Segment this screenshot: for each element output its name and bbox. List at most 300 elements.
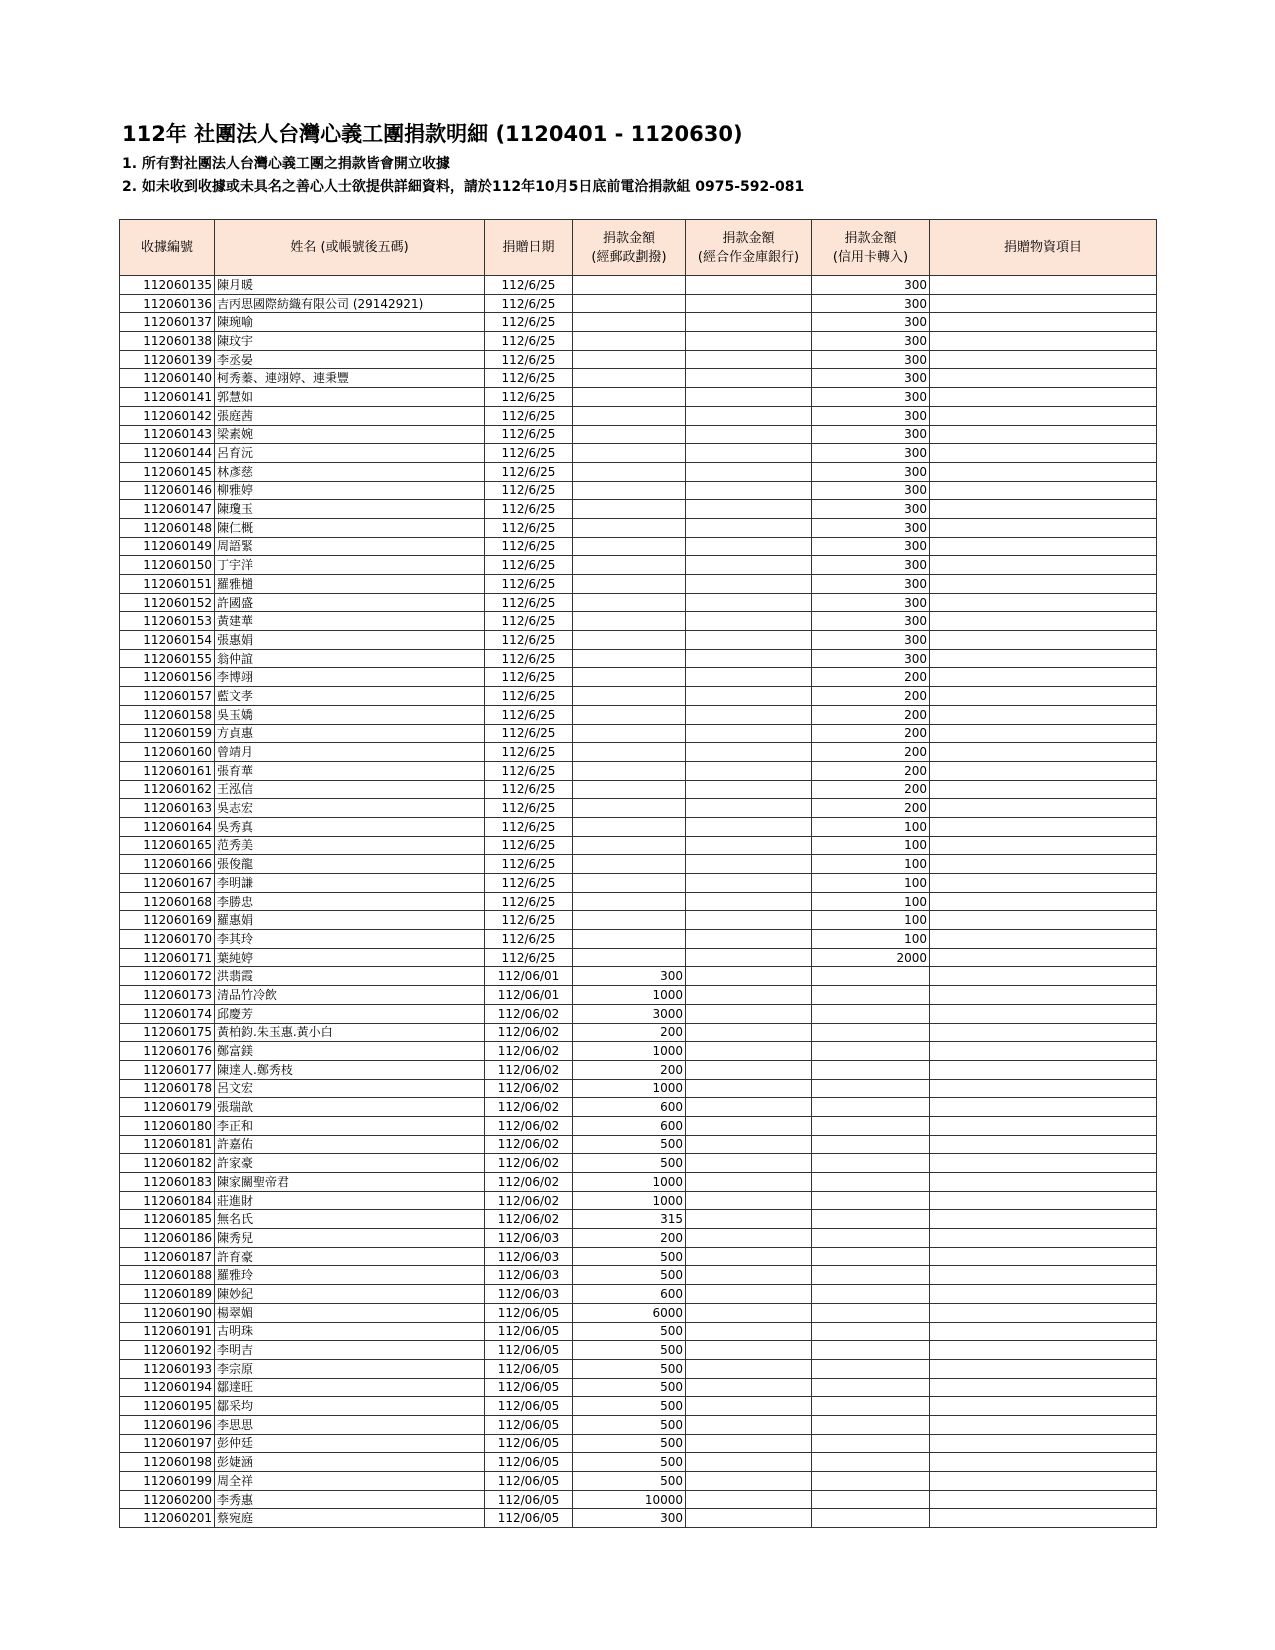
cell-receipt-no: 112060166	[120, 855, 215, 874]
cell-goods	[930, 1322, 1157, 1341]
cell-name: 鄭富鎂	[215, 1042, 485, 1061]
cell-receipt-no: 112060177	[120, 1060, 215, 1079]
cell-amount-postal	[573, 332, 686, 351]
cell-name: 許嘉佑	[215, 1135, 485, 1154]
cell-amount-credit-card	[812, 1285, 930, 1304]
cell-date: 112/06/05	[485, 1472, 573, 1491]
cell-receipt-no: 112060186	[120, 1229, 215, 1248]
cell-amount-credit-card: 300	[812, 425, 930, 444]
table-row	[120, 799, 1157, 818]
cell-name: 吳秀真	[215, 817, 485, 836]
cell-amount-credit-card	[812, 1023, 930, 1042]
cell-amount-bank	[686, 1060, 812, 1079]
cell-receipt-no: 112060180	[120, 1116, 215, 1135]
cell-amount-credit-card: 300	[812, 556, 930, 575]
cell-receipt-no: 112060176	[120, 1042, 215, 1061]
cell-amount-bank	[686, 1322, 812, 1341]
cell-amount-credit-card: 300	[812, 481, 930, 500]
cell-date: 112/6/25	[485, 874, 573, 893]
cell-amount-credit-card	[812, 1247, 930, 1266]
cell-amount-credit-card: 300	[812, 631, 930, 650]
cell-amount-bank	[686, 1004, 812, 1023]
cell-amount-credit-card	[812, 1359, 930, 1378]
cell-receipt-no: 112060178	[120, 1079, 215, 1098]
table-row	[120, 705, 1157, 724]
cell-receipt-no: 112060148	[120, 518, 215, 537]
table-row	[120, 332, 1157, 351]
cell-amount-credit-card: 300	[812, 444, 930, 463]
table-row	[120, 350, 1157, 369]
cell-name: 方貞惠	[215, 724, 485, 743]
cell-goods	[930, 444, 1157, 463]
cell-receipt-no: 112060194	[120, 1378, 215, 1397]
cell-date: 112/6/25	[485, 276, 573, 295]
cell-goods	[930, 1509, 1157, 1528]
table-row	[120, 1042, 1157, 1061]
cell-amount-postal	[573, 518, 686, 537]
cell-amount-bank	[686, 724, 812, 743]
cell-amount-credit-card: 200	[812, 705, 930, 724]
cell-receipt-no: 112060175	[120, 1023, 215, 1042]
cell-name: 許國盛	[215, 593, 485, 612]
cell-date: 112/06/02	[485, 1098, 573, 1117]
cell-name: 黃建華	[215, 612, 485, 631]
cell-name: 李丞晏	[215, 350, 485, 369]
cell-date: 112/6/25	[485, 743, 573, 762]
table-row	[120, 1509, 1157, 1528]
cell-amount-bank	[686, 668, 812, 687]
table-row	[120, 1472, 1157, 1491]
cell-receipt-no: 112060137	[120, 313, 215, 332]
table-row	[120, 1378, 1157, 1397]
cell-name: 陳達人.鄭秀枝	[215, 1060, 485, 1079]
cell-amount-postal	[573, 892, 686, 911]
header-name: 姓名 (或帳號後五碼)	[215, 220, 485, 276]
cell-amount-postal	[573, 780, 686, 799]
cell-name: 張育華	[215, 761, 485, 780]
cell-amount-bank	[686, 780, 812, 799]
header-amount-postal: 捐款金額 (經郵政劃撥)	[573, 220, 686, 276]
cell-amount-credit-card: 200	[812, 780, 930, 799]
cell-date: 112/6/25	[485, 612, 573, 631]
cell-amount-bank	[686, 892, 812, 911]
cell-amount-credit-card: 200	[812, 799, 930, 818]
cell-amount-bank	[686, 986, 812, 1005]
cell-amount-postal	[573, 462, 686, 481]
cell-goods	[930, 705, 1157, 724]
cell-amount-credit-card: 100	[812, 930, 930, 949]
cell-date: 112/06/05	[485, 1397, 573, 1416]
cell-goods	[930, 986, 1157, 1005]
cell-amount-bank	[686, 1378, 812, 1397]
cell-receipt-no: 112060161	[120, 761, 215, 780]
cell-date: 112/6/25	[485, 518, 573, 537]
cell-amount-credit-card	[812, 1378, 930, 1397]
cell-amount-postal	[573, 911, 686, 930]
cell-date: 112/06/02	[485, 1004, 573, 1023]
cell-amount-credit-card: 300	[812, 649, 930, 668]
cell-amount-bank	[686, 948, 812, 967]
cell-amount-bank	[686, 313, 812, 332]
cell-date: 112/06/03	[485, 1285, 573, 1304]
cell-date: 112/6/25	[485, 761, 573, 780]
cell-amount-bank	[686, 761, 812, 780]
cell-name: 張俊龍	[215, 855, 485, 874]
cell-amount-postal: 500	[573, 1472, 686, 1491]
cell-goods	[930, 1378, 1157, 1397]
cell-date: 112/06/02	[485, 1060, 573, 1079]
table-row	[120, 948, 1157, 967]
cell-receipt-no: 112060190	[120, 1303, 215, 1322]
cell-receipt-no: 112060201	[120, 1509, 215, 1528]
cell-goods	[930, 1341, 1157, 1360]
cell-receipt-no: 112060139	[120, 350, 215, 369]
cell-amount-bank	[686, 575, 812, 594]
cell-amount-postal: 6000	[573, 1303, 686, 1322]
table-row	[120, 631, 1157, 650]
cell-receipt-no: 112060195	[120, 1397, 215, 1416]
cell-receipt-no: 112060136	[120, 294, 215, 313]
cell-amount-postal	[573, 575, 686, 594]
header-date: 捐贈日期	[485, 220, 573, 276]
table-body	[120, 276, 1157, 1528]
cell-amount-credit-card: 100	[812, 836, 930, 855]
cell-goods	[930, 537, 1157, 556]
table-row	[120, 593, 1157, 612]
cell-name: 曾靖月	[215, 743, 485, 762]
cell-amount-bank	[686, 350, 812, 369]
cell-amount-bank	[686, 481, 812, 500]
cell-goods	[930, 1173, 1157, 1192]
cell-receipt-no: 112060199	[120, 1472, 215, 1491]
cell-date: 112/06/05	[485, 1509, 573, 1528]
cell-goods	[930, 276, 1157, 295]
cell-amount-postal: 200	[573, 1229, 686, 1248]
cell-amount-bank	[686, 705, 812, 724]
table-row	[120, 406, 1157, 425]
cell-date: 112/06/05	[485, 1303, 573, 1322]
cell-amount-bank	[686, 1341, 812, 1360]
cell-name: 楊翠媚	[215, 1303, 485, 1322]
cell-name: 張瑞歆	[215, 1098, 485, 1117]
cell-amount-bank	[686, 1079, 812, 1098]
cell-amount-credit-card	[812, 1079, 930, 1098]
table-row	[120, 986, 1157, 1005]
table-row	[120, 874, 1157, 893]
table-row	[120, 1341, 1157, 1360]
cell-date: 112/6/25	[485, 892, 573, 911]
table-row	[120, 855, 1157, 874]
cell-amount-bank	[686, 1303, 812, 1322]
cell-amount-postal	[573, 425, 686, 444]
cell-goods	[930, 631, 1157, 650]
cell-amount-credit-card	[812, 967, 930, 986]
cell-date: 112/06/05	[485, 1434, 573, 1453]
cell-goods	[930, 1285, 1157, 1304]
cell-goods	[930, 930, 1157, 949]
cell-goods	[930, 1042, 1157, 1061]
cell-name: 邱慶芳	[215, 1004, 485, 1023]
cell-receipt-no: 112060183	[120, 1173, 215, 1192]
cell-receipt-no: 112060170	[120, 930, 215, 949]
cell-date: 112/06/05	[485, 1322, 573, 1341]
cell-amount-bank	[686, 425, 812, 444]
table-row	[120, 1079, 1157, 1098]
table-row	[120, 967, 1157, 986]
cell-amount-bank	[686, 1434, 812, 1453]
cell-amount-bank	[686, 612, 812, 631]
cell-amount-postal	[573, 799, 686, 818]
cell-goods	[930, 743, 1157, 762]
cell-amount-postal	[573, 537, 686, 556]
table-row	[120, 556, 1157, 575]
cell-amount-postal	[573, 556, 686, 575]
cell-date: 112/6/25	[485, 780, 573, 799]
cell-date: 112/06/05	[485, 1490, 573, 1509]
cell-date: 112/6/25	[485, 631, 573, 650]
cell-amount-credit-card: 300	[812, 350, 930, 369]
cell-name: 梁素婉	[215, 425, 485, 444]
cell-name: 許育豪	[215, 1247, 485, 1266]
cell-amount-postal: 500	[573, 1135, 686, 1154]
cell-name: 丁宇洋	[215, 556, 485, 575]
cell-amount-credit-card	[812, 1173, 930, 1192]
cell-receipt-no: 112060167	[120, 874, 215, 893]
cell-name: 李博翊	[215, 668, 485, 687]
cell-goods	[930, 388, 1157, 407]
cell-date: 112/06/03	[485, 1266, 573, 1285]
cell-amount-postal: 500	[573, 1359, 686, 1378]
cell-name: 翁仲誼	[215, 649, 485, 668]
cell-date: 112/06/05	[485, 1341, 573, 1360]
cell-amount-postal	[573, 612, 686, 631]
cell-amount-postal: 500	[573, 1341, 686, 1360]
cell-amount-postal: 500	[573, 1154, 686, 1173]
cell-receipt-no: 112060174	[120, 1004, 215, 1023]
cell-amount-credit-card: 200	[812, 687, 930, 706]
cell-amount-postal: 1000	[573, 1042, 686, 1061]
cell-amount-postal	[573, 294, 686, 313]
cell-name: 李明吉	[215, 1341, 485, 1360]
cell-amount-credit-card: 200	[812, 743, 930, 762]
table-row	[120, 1285, 1157, 1304]
cell-name: 藍文孝	[215, 687, 485, 706]
cell-name: 周全祥	[215, 1472, 485, 1491]
cell-amount-postal: 600	[573, 1116, 686, 1135]
cell-date: 112/6/25	[485, 911, 573, 930]
cell-receipt-no: 112060153	[120, 612, 215, 631]
cell-goods	[930, 481, 1157, 500]
cell-amount-credit-card	[812, 1098, 930, 1117]
cell-amount-postal	[573, 687, 686, 706]
cell-amount-postal	[573, 724, 686, 743]
cell-date: 112/06/02	[485, 1154, 573, 1173]
cell-amount-bank	[686, 967, 812, 986]
cell-name: 羅惠娟	[215, 911, 485, 930]
cell-receipt-no: 112060193	[120, 1359, 215, 1378]
cell-goods	[930, 948, 1157, 967]
cell-amount-bank	[686, 1023, 812, 1042]
table-row	[120, 1060, 1157, 1079]
cell-amount-bank	[686, 1490, 812, 1509]
table-row	[120, 369, 1157, 388]
cell-receipt-no: 112060173	[120, 986, 215, 1005]
cell-receipt-no: 112060159	[120, 724, 215, 743]
cell-date: 112/6/25	[485, 388, 573, 407]
table-row	[120, 425, 1157, 444]
cell-date: 112/6/25	[485, 537, 573, 556]
cell-amount-postal	[573, 500, 686, 519]
cell-name: 蔡宛庭	[215, 1509, 485, 1528]
cell-amount-credit-card: 200	[812, 761, 930, 780]
cell-amount-credit-card	[812, 1154, 930, 1173]
cell-amount-credit-card	[812, 1004, 930, 1023]
cell-name: 鄒采均	[215, 1397, 485, 1416]
cell-amount-bank	[686, 930, 812, 949]
cell-goods	[930, 724, 1157, 743]
cell-amount-credit-card: 300	[812, 369, 930, 388]
cell-receipt-no: 112060149	[120, 537, 215, 556]
cell-name: 彭婕涵	[215, 1453, 485, 1472]
cell-goods	[930, 1266, 1157, 1285]
header-amount-credit-card: 捐款金額 (信用卡轉入)	[812, 220, 930, 276]
cell-amount-credit-card	[812, 986, 930, 1005]
cell-receipt-no: 112060162	[120, 780, 215, 799]
cell-goods	[930, 1098, 1157, 1117]
cell-name: 李宗原	[215, 1359, 485, 1378]
cell-amount-bank	[686, 556, 812, 575]
cell-name: 黃柏鈞.朱玉惠.黃小白	[215, 1023, 485, 1042]
cell-date: 112/06/01	[485, 967, 573, 986]
cell-amount-postal	[573, 369, 686, 388]
cell-goods	[930, 1472, 1157, 1491]
cell-name: 張庭茜	[215, 406, 485, 425]
cell-receipt-no: 112060141	[120, 388, 215, 407]
cell-amount-credit-card: 2000	[812, 948, 930, 967]
cell-goods	[930, 1135, 1157, 1154]
cell-goods	[930, 406, 1157, 425]
table-row	[120, 687, 1157, 706]
cell-amount-bank	[686, 1135, 812, 1154]
table-row	[120, 1116, 1157, 1135]
cell-amount-bank	[686, 1415, 812, 1434]
cell-amount-postal	[573, 855, 686, 874]
cell-amount-bank	[686, 1247, 812, 1266]
cell-amount-credit-card: 300	[812, 537, 930, 556]
cell-date: 112/06/02	[485, 1173, 573, 1192]
cell-amount-postal: 600	[573, 1285, 686, 1304]
cell-amount-postal: 500	[573, 1434, 686, 1453]
cell-amount-credit-card: 300	[812, 313, 930, 332]
cell-receipt-no: 112060197	[120, 1434, 215, 1453]
cell-date: 112/6/25	[485, 948, 573, 967]
cell-date: 112/06/03	[485, 1247, 573, 1266]
cell-amount-credit-card	[812, 1509, 930, 1528]
cell-amount-postal: 500	[573, 1322, 686, 1341]
cell-date: 112/6/25	[485, 556, 573, 575]
cell-amount-bank	[686, 593, 812, 612]
cell-date: 112/6/25	[485, 930, 573, 949]
cell-goods	[930, 1079, 1157, 1098]
cell-name: 吉丙思國際紡織有限公司 (29142921)	[215, 294, 485, 313]
cell-amount-bank	[686, 276, 812, 295]
cell-name: 柳雅婷	[215, 481, 485, 500]
cell-goods	[930, 911, 1157, 930]
cell-amount-bank	[686, 817, 812, 836]
table-row	[120, 911, 1157, 930]
cell-name: 陳仁概	[215, 518, 485, 537]
cell-name: 陳月暖	[215, 276, 485, 295]
cell-name: 周語緊	[215, 537, 485, 556]
cell-amount-postal: 300	[573, 967, 686, 986]
cell-amount-postal: 600	[573, 1098, 686, 1117]
cell-receipt-no: 112060168	[120, 892, 215, 911]
table-row	[120, 294, 1157, 313]
table-row	[120, 481, 1157, 500]
cell-goods	[930, 668, 1157, 687]
cell-date: 112/6/25	[485, 425, 573, 444]
cell-date: 112/6/25	[485, 350, 573, 369]
cell-receipt-no: 112060158	[120, 705, 215, 724]
cell-goods	[930, 761, 1157, 780]
cell-amount-postal: 500	[573, 1397, 686, 1416]
cell-amount-postal	[573, 444, 686, 463]
cell-name: 葉純婷	[215, 948, 485, 967]
cell-goods	[930, 1415, 1157, 1434]
cell-goods	[930, 1453, 1157, 1472]
cell-date: 112/6/25	[485, 481, 573, 500]
cell-goods	[930, 556, 1157, 575]
cell-receipt-no: 112060185	[120, 1210, 215, 1229]
cell-date: 112/6/25	[485, 462, 573, 481]
cell-amount-postal: 500	[573, 1266, 686, 1285]
cell-amount-bank	[686, 855, 812, 874]
table-row	[120, 1135, 1157, 1154]
cell-goods	[930, 1023, 1157, 1042]
table-row	[120, 1229, 1157, 1248]
cell-goods	[930, 874, 1157, 893]
cell-receipt-no: 112060146	[120, 481, 215, 500]
cell-amount-postal	[573, 743, 686, 762]
cell-receipt-no: 112060163	[120, 799, 215, 818]
cell-receipt-no: 112060152	[120, 593, 215, 612]
cell-amount-bank	[686, 799, 812, 818]
cell-amount-credit-card: 300	[812, 518, 930, 537]
cell-date: 112/6/25	[485, 817, 573, 836]
cell-date: 112/6/25	[485, 668, 573, 687]
table-row	[120, 724, 1157, 743]
cell-receipt-no: 112060171	[120, 948, 215, 967]
table-row	[120, 930, 1157, 949]
cell-receipt-no: 112060135	[120, 276, 215, 295]
cell-amount-bank	[686, 874, 812, 893]
cell-goods	[930, 1359, 1157, 1378]
cell-name: 李勝忠	[215, 892, 485, 911]
cell-amount-postal: 1000	[573, 1191, 686, 1210]
table-row	[120, 892, 1157, 911]
cell-goods	[930, 500, 1157, 519]
cell-date: 112/06/03	[485, 1229, 573, 1248]
cell-amount-credit-card: 300	[812, 406, 930, 425]
cell-name: 陳瓊玉	[215, 500, 485, 519]
cell-receipt-no: 112060150	[120, 556, 215, 575]
cell-amount-bank	[686, 406, 812, 425]
cell-goods	[930, 1154, 1157, 1173]
cell-name: 陳秀兒	[215, 1229, 485, 1248]
cell-date: 112/6/25	[485, 687, 573, 706]
table-row	[120, 518, 1157, 537]
cell-amount-bank	[686, 518, 812, 537]
